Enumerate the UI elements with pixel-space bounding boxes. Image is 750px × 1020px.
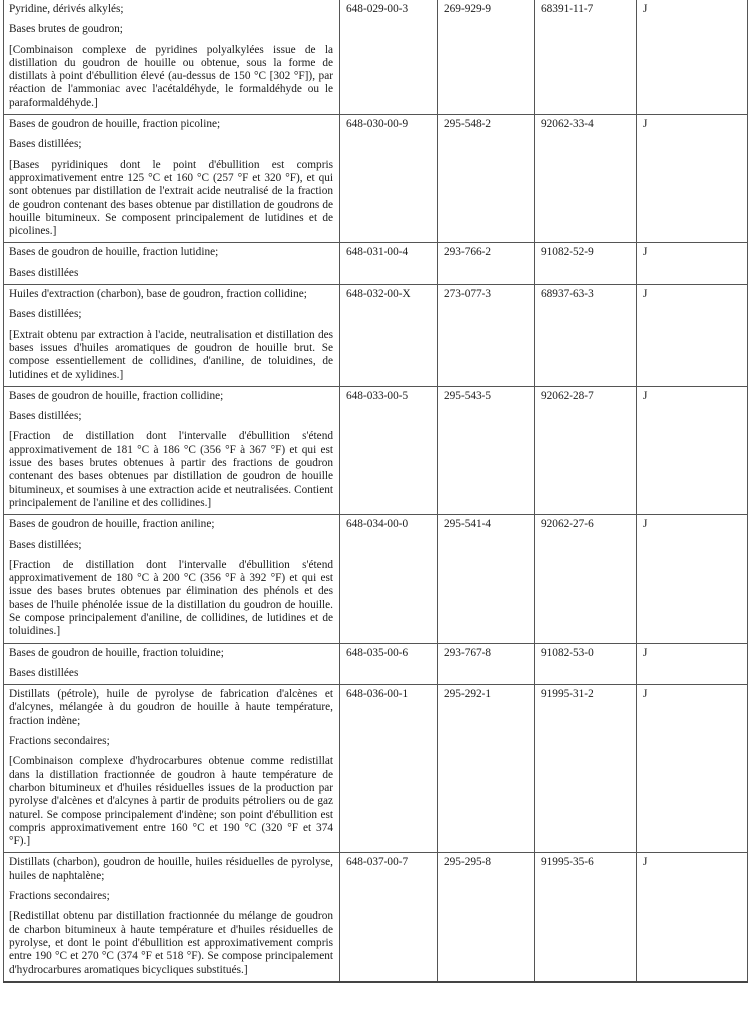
note-cell: J [637, 243, 748, 285]
index-number-cell: 648-037-00-7 [340, 853, 438, 982]
substance-row [4, 243, 748, 285]
note-cell: J [637, 853, 748, 982]
index-number-cell: 648-035-00-6 [340, 643, 438, 685]
note-cell: J [637, 386, 748, 514]
substance-category: Bases distillées; [9, 308, 82, 321]
substance-description-cell [4, 853, 340, 982]
ec-number-cell: 293-766-2 [438, 243, 535, 285]
cas-number-cell: 92062-33-4 [535, 115, 637, 243]
substance-description-cell [4, 515, 340, 643]
substance-name: Huiles d'extraction (charbon), base de goudron, fraction collidine; [9, 288, 307, 301]
ec-number-cell: 293-767-8 [438, 643, 535, 685]
index-number-cell: 648-029-00-3 [340, 0, 438, 115]
substance-row [4, 685, 748, 853]
note-cell: J [637, 115, 748, 243]
substance-definition: [Combinaison complexe de pyridines polyalkylées issue de la distillation du goudron de houille ou obtenue, sous la forme de distillats à point d'ébullition élevé (au-dessus de 150 °C [302 °F]), par réaction de l'ammoniac avec l'acétaldéhyde, le formaldéhyde ou le paraformaldéhyde.] [9, 43, 333, 109]
note-cell: J [637, 0, 748, 115]
substance-definition: [Bases pyridiniques dont le point d'ébullition est compris approximativement entre 125 °C et 160 °C (257 °F et 320 °F), et qui sont obtenues par distillation de l'extrait acide neutralisé de la fraction de goudron contenant des bases obtenue par distillation de goudrons de houille bitumineux. Se composent principalement de lutidines et de picolines.] [9, 158, 333, 238]
substance-definition: [Redistillat obtenu par distillation fractionnée du mélange de goudron de charbon bitumineux à haute température et d'huiles résiduelles de pyrolyse, et dont le point d'ébullition est approximativement compris entre 190 °C et 270 °C (374 °F et 518 °F). Se compose principalement d'hydrocarbures aromatiques bicycliques substitués.] [9, 910, 333, 976]
ec-number-cell: 295-548-2 [438, 115, 535, 243]
substance-name: Bases de goudron de houille, fraction lutidine; [9, 246, 219, 259]
ec-number-cell: 295-541-4 [438, 515, 535, 643]
substance-definition: [Extrait obtenu par extraction à l'acide, neutralisation et distillation des bases issues d'huiles aromatiques de goudron de houille brut. Se compose essentiellement de collidines, d'aniline, de toluidines, de lutidines et de xylidines.] [9, 328, 333, 381]
index-number-cell: 648-031-00-4 [340, 243, 438, 285]
note-cell: J [637, 515, 748, 643]
substance-category: Bases distillées [9, 666, 79, 679]
substance-name: Distillats (charbon), goudron de houille, huiles résiduelles de pyrolyse, huiles de naphtalène; [9, 856, 333, 882]
note-cell: J [637, 643, 748, 685]
cas-number-cell: 68391-11-7 [535, 0, 637, 115]
cas-number-cell: 91082-53-0 [535, 643, 637, 685]
substance-description-cell [4, 243, 340, 285]
substance-description-cell [4, 115, 340, 243]
substance-category: Bases distillées [9, 266, 79, 279]
substance-category: Bases brutes de goudron; [9, 23, 123, 36]
substance-category: Fractions secondaires; [9, 890, 110, 903]
cas-number-cell: 92062-28-7 [535, 386, 637, 514]
substance-name: Distillats (pétrole), huile de pyrolyse de fabrication d'alcènes et d'alcynes, mélangée à du goudron de houille à haute température, fraction indène; [9, 688, 333, 727]
cas-number-cell: 92062-27-6 [535, 515, 637, 643]
ec-number-cell: 269-929-9 [438, 0, 535, 115]
substance-description-cell [4, 0, 340, 115]
ec-number-cell: 295-295-8 [438, 853, 535, 982]
note-cell: J [637, 685, 748, 853]
substance-row [4, 386, 748, 514]
substance-category: Bases distillées; [9, 138, 82, 151]
substance-category: Bases distillées; [9, 410, 82, 423]
index-number-cell: 648-036-00-1 [340, 685, 438, 853]
substance-row [4, 515, 748, 643]
ec-number-cell: 273-077-3 [438, 285, 535, 387]
index-number-cell: 648-033-00-5 [340, 386, 438, 514]
substance-description-cell [4, 643, 340, 685]
substance-row [4, 643, 748, 685]
substance-row [4, 115, 748, 243]
cas-number-cell: 91995-35-6 [535, 853, 637, 982]
substance-table [3, 0, 748, 983]
substance-name: Bases de goudron de houille, fraction aniline; [9, 518, 215, 531]
substance-definition: [Fraction de distillation dont l'intervalle d'ébullition s'étend approximativement de 181 °C à 186 °C (356 °F à 367 °F) et qui est issue des bases brutes obtenues à partir des fractions de goudron contenant des bases obtenues par distillation de goudron de houille bitumineux, et soumises à une extraction acide et neutralisées. Contient principalement de l'aniline et des collidines.] [9, 430, 333, 509]
substance-name: Bases de goudron de houille, fraction collidine; [9, 389, 224, 402]
substance-name: Bases de goudron de houille, fraction picoline; [9, 118, 221, 131]
substance-category: Fractions secondaires; [9, 735, 110, 748]
substance-row [4, 0, 748, 115]
substance-table-page [3, 0, 747, 983]
index-number-cell: 648-034-00-0 [340, 515, 438, 643]
substance-definition: [Fraction de distillation dont l'intervalle d'ébullition s'étend approximativement de 180 °C à 200 °C (356 °F à 392 °F) et qui est issue des bases brutes obtenues par élimination des phénols et des bases de l'huile phénolée issue de la distillation du goudron de houille. Se compose principalement d'aniline, de collidines, de lutidines et de toluidines.] [9, 558, 333, 638]
substance-name: Pyridine, dérivés alkylés; [9, 3, 124, 15]
ec-number-cell: 295-292-1 [438, 685, 535, 853]
substance-row [4, 853, 748, 982]
substance-name: Bases de goudron de houille, fraction toluidine; [9, 646, 224, 659]
cas-number-cell: 68937-63-3 [535, 285, 637, 387]
index-number-cell: 648-030-00-9 [340, 115, 438, 243]
substance-description-cell [4, 386, 340, 514]
substance-table-body [4, 0, 748, 982]
cas-number-cell: 91082-52-9 [535, 243, 637, 285]
note-cell: J [637, 285, 748, 387]
cas-number-cell: 91995-31-2 [535, 685, 637, 853]
substance-description-cell [4, 685, 340, 853]
substance-definition: [Combinaison complexe d'hydrocarbures obtenue comme redistillat dans la distillation fractionnée de goudron à haute température de charbon bitumineux et d'huiles résiduelles issues de la production par pyrolyse d'alcènes et d'alcynes à partir de produits pétroliers ou de gaz naturel. Se compose principalement d'indène; son point d'ébullition est compris approximativement entre 160 °C et 190 °C (320 °F et 374 °F).] [9, 755, 333, 848]
substance-category: Bases distillées; [9, 538, 82, 551]
index-number-cell: 648-032-00-X [340, 285, 438, 387]
substance-row [4, 285, 748, 387]
substance-description-cell [4, 285, 340, 387]
ec-number-cell: 295-543-5 [438, 386, 535, 514]
